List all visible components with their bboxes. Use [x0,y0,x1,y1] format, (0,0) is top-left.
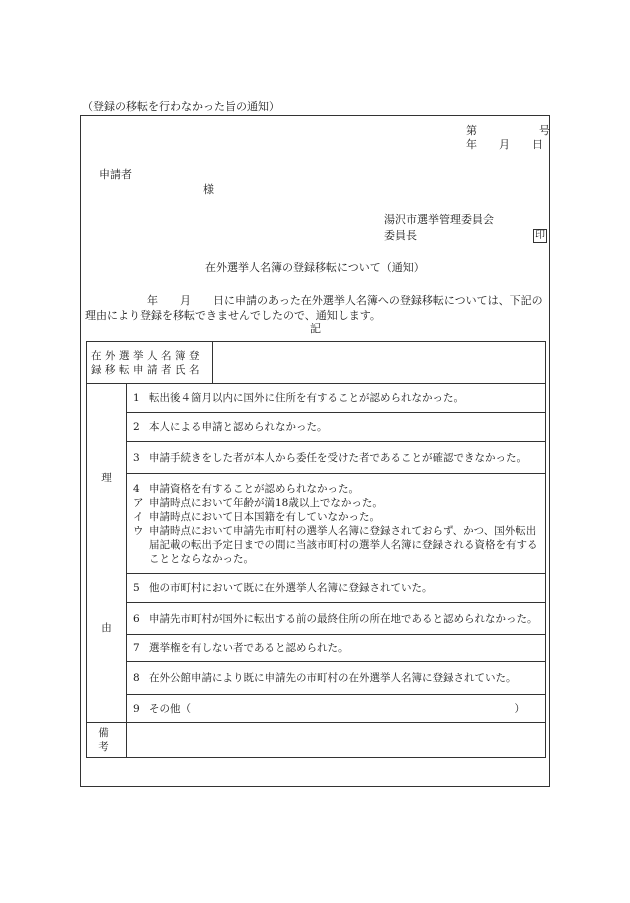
number-prefix: 第 [466,124,477,137]
reason-side-char-2: 由 [101,622,112,634]
reason-row [87,384,546,413]
notice-form [80,115,550,787]
applicant-name-value [213,342,546,384]
reason-side-char-1: 理 [101,472,112,484]
applicant-name-row [87,342,546,384]
reason-row [87,695,546,723]
issuer-title-line [384,229,547,243]
applicant-label: 申請者 [99,168,132,181]
notice-table [86,341,546,758]
reason-5: 5 他の市町村において既に在外選挙人名簿に登録されていた。 [127,574,546,603]
reason-6: 6 申請先市町村が国外に転出する前の最終住所の所在地であると認められなかった。 [127,603,546,635]
reason-2: 2 本人による申請と認められなかった。 [127,413,546,442]
number-suffix: 号 [539,124,550,137]
reason-8: 8 在外公館申請により既に申請先の市町村の在外選挙人名簿に登録されていた。 [127,662,546,695]
date-line [466,138,543,152]
reason-7: 7 選挙権を有しない者であると認められた。 [127,635,546,662]
reason-row [87,603,546,635]
body-text: 年 月 日に申請のあった在外選挙人名簿への登録移転については、下記の理由により登録を移転できませんでしたので、通知します。 [85,294,543,322]
reason-4-sub-a: ア 申請時点において年齢が満18歳以上でなかった。 [133,496,383,509]
subject-title: 在外選挙人名簿の登録移転について（通知） [205,261,425,274]
remarks-row [87,723,546,758]
remarks-label: 備考 [87,723,127,758]
seal-mark: 印 [535,230,545,241]
reason-4-sub-u: ウ 申請時点において申請先市町村の選挙人名簿に登録されておらず、かつ、国外転出届記載の転出予定日までの間に当該市町村の選挙人名簿に登録される資格を有することとならなかった。 [133,524,538,565]
reason-row [87,413,546,442]
issuer-org: 湯沢市選挙管理委員会 [384,213,494,226]
reason-3: 3 申請手続きをした者が本人から委任を受けた者であることが確認できなかった。 [127,442,546,474]
reason-9: 9 その他（ ） [127,695,546,723]
reason-row [87,662,546,695]
reason-1: 1 転出後４箇月以内に国外に住所を有することが認められなかった。 [127,384,546,413]
number-line [466,124,550,138]
date-day: 日 [532,138,543,151]
issuer-title: 委員長 [384,229,417,242]
ki-label: 記 [310,322,321,335]
reason-row [87,635,546,662]
date-year: 年 [466,138,477,151]
applicant-name-label: 在外選挙人名簿登録移転申請者氏名 [87,342,213,384]
applicant-honorific: 様 [203,183,214,196]
reason-side-label [87,384,127,723]
date-month: 月 [499,138,510,151]
reason-row [87,474,546,574]
remarks-value [127,723,546,758]
reason-4: 4 申請資格を有することが認められなかった。 ア 申請時点において年齢が満18歳以上でなかった。 イ 申請時点において日本国籍を有していなかった。 ウ 申請時点において申請先市町村の選挙人名簿に登録されておらず、かつ、国外転出届記載の転出予定日までの間に当該市町村の選挙人名簿に登録される資格を有することとならなかった。 [127,474,546,574]
reason-row [87,574,546,603]
document-heading: （登録の移転を行わなかった旨の通知） [82,100,280,113]
reason-4-sub-i: イ 申請時点において日本国籍を有していなかった。 [133,510,380,523]
reason-row [87,442,546,474]
